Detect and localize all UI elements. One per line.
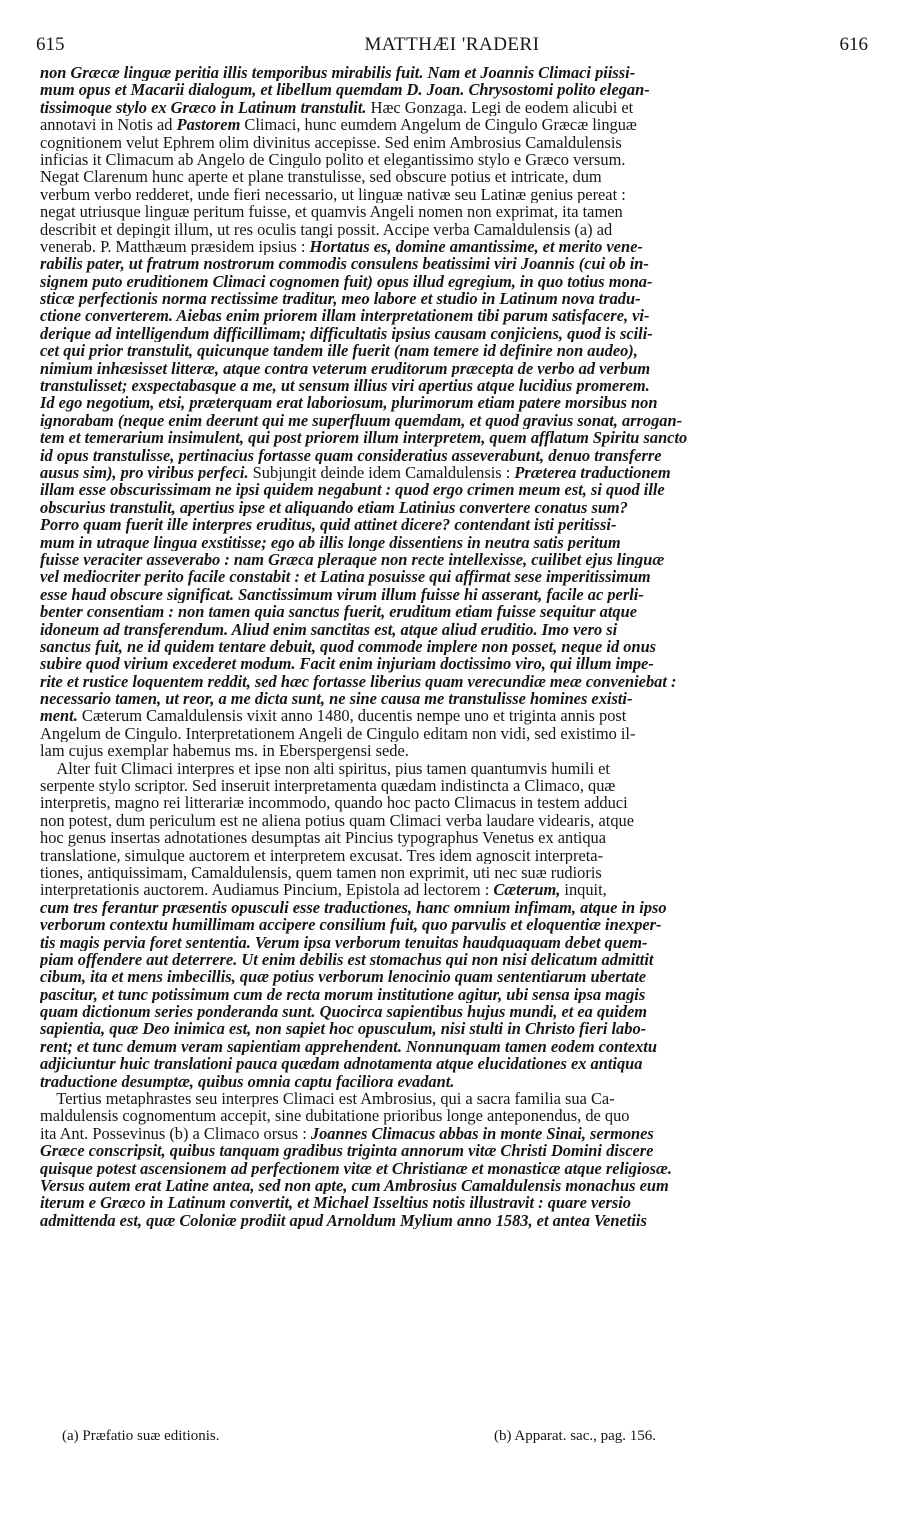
text-run: non potest, dum periculum est ne aliena potius quam Climaci verba laudare videaris, atque bbox=[40, 811, 634, 830]
text-line bbox=[40, 1020, 868, 1037]
footnote-a: (a) Præfatio suæ editionis. bbox=[62, 1428, 220, 1444]
text-run: subire quod virium excederet modum. Facit enim injuriam doctissimo viro, qui illum impe- bbox=[40, 655, 654, 673]
text-line bbox=[40, 499, 868, 516]
text-run: necessario tamen, ut reor, a me dicta sunt, ne sine causa me transtulisse homines existi- bbox=[40, 690, 633, 708]
text-line bbox=[40, 603, 868, 620]
text-run: transtulisset; exspectabasque a me, ut sensum illius viri apertius atque lucidius promerem. bbox=[40, 377, 650, 395]
text-line bbox=[40, 1160, 868, 1177]
text-run: traductione desumptæ, quibus omnia captu faciliora evadant. bbox=[40, 1072, 455, 1091]
text-line bbox=[40, 290, 868, 307]
text-line bbox=[40, 881, 868, 898]
text-line bbox=[40, 829, 868, 846]
text-line bbox=[40, 951, 868, 968]
text-run: tem et temerarium insimulent, qui post priorem illum interpretem, quem afflatum Spiritu sancto bbox=[40, 429, 688, 447]
text-line bbox=[40, 516, 868, 533]
text-line bbox=[40, 255, 868, 272]
text-run: vel mediocriter perito facile constabit : et Latina posuisse qui affirmat sese imperitissimum bbox=[40, 568, 651, 586]
text-run: Alter fuit Climaci interpres et ipse non alti spiritus, pius tamen quantumvis humili et bbox=[40, 759, 610, 778]
text-run: iterum e Græco in Latinum convertit, et Michael Isseltius notis illustravit : quare versio bbox=[40, 1194, 632, 1212]
text-run: pascitur, et tunc potissimum cum de recta morum institutione agitur, ubi sensa ipsa magis bbox=[40, 985, 646, 1004]
text-run: id opus transtulisse, pertinacius fortasse quam consideratius asseverabunt, denuo transferre bbox=[40, 446, 662, 464]
text-line bbox=[40, 534, 868, 551]
text-run: Porro quam fuerit ille interpres eruditus, quid attinet dicere? contendant isti peritissi- bbox=[40, 516, 617, 534]
text-line bbox=[40, 447, 868, 464]
text-line bbox=[40, 1125, 868, 1142]
text-run: fuisse veraciter asseverabo : nam Græca pleraque non recte intellexisse, cuilibet ejus linguæ bbox=[40, 550, 665, 569]
text-run: cet qui prior transtulit, quicunque tandem ille fuerit (nam temere id definire non audeo), bbox=[40, 342, 638, 360]
text-line bbox=[40, 377, 868, 394]
text-line bbox=[40, 64, 868, 81]
text-run: interpretis, magno rei litterariæ incommodo, quando hoc pacto Climacus in testem adduci bbox=[40, 794, 628, 812]
text-line bbox=[40, 777, 868, 794]
text-line bbox=[40, 221, 868, 238]
text-run: ignorabam (neque enim deerunt qui me superfluum quemdam, et quod gravius sonat, arrogan- bbox=[40, 411, 683, 430]
text-line bbox=[40, 325, 868, 342]
text-run: describit et depingit illum, ut res oculis tangi possit. Accipe verba Camaldulensis (a) ad bbox=[40, 220, 613, 238]
text-run: Climaci, hunc eumdem Angelum de Cingulo Græcæ linguæ bbox=[244, 116, 637, 134]
text-line bbox=[40, 916, 868, 933]
text-line bbox=[40, 1073, 868, 1090]
text-run: verbum verbo redderet, unde fieri necessario, ut linguæ nativæ seu Latinæ genius pereat : bbox=[40, 185, 626, 204]
text-run: nimium inhæsisset litteræ, atque contra veterum eruditorum præcepta de verbo ad verbum bbox=[40, 359, 651, 378]
text-line bbox=[40, 968, 868, 985]
text-run: Hæc Gonzaga. Legi de eodem alicubi et bbox=[370, 98, 634, 117]
text-run: Tertius metaphrastes seu interpres Climaci est Ambrosius, qui a sacra familia sua Ca- bbox=[40, 1090, 615, 1108]
text-line bbox=[40, 116, 868, 133]
text-line bbox=[40, 655, 868, 672]
text-line bbox=[40, 568, 868, 585]
text-run: verborum contextu humillimam accipere consilium fuit, quo parvulis et eloquentiæ inexper- bbox=[40, 916, 662, 934]
text-line bbox=[40, 360, 868, 377]
text-line bbox=[40, 273, 868, 290]
page-number-right: 616 bbox=[839, 34, 868, 55]
text-run: idoneum ad transferendum. Aliud enim sanctitas est, atque aliud eruditio. Imo vero si bbox=[40, 620, 618, 638]
text-line bbox=[40, 134, 868, 151]
footnote-b: (b) Apparat. sac., pag. 156. bbox=[494, 1428, 657, 1444]
text-run: rabilis pater, ut fratrum nostrorum commodis consulens beatissimi viri Joannis (cui ob in- bbox=[40, 255, 649, 273]
text-line bbox=[40, 464, 868, 481]
text-line bbox=[40, 1194, 868, 1211]
text-line bbox=[40, 899, 868, 916]
text-run: sanctus fuit, ne id quidem tentare debuit, quod commode implere non posset, neque id onus bbox=[40, 637, 657, 656]
text-line bbox=[40, 186, 868, 203]
text-line bbox=[40, 1038, 868, 1055]
text-run: mum opus et Macarii dialogum, et libellum quemdam D. Joan. Chrysostomi polito elegan- bbox=[40, 81, 650, 99]
text-line bbox=[40, 342, 868, 359]
text-run: non Græcæ linguæ peritia illis temporibus mirabilis fuit. Nam et Joannis Climaci piissi- bbox=[40, 64, 636, 82]
text-run: annotavi in Notis ad bbox=[40, 116, 177, 134]
text-run: Angelum de Cingulo. Interpretationem Angeli de Cingulo editam non vidi, sed existimo il- bbox=[40, 724, 636, 743]
text-line bbox=[40, 621, 868, 638]
text-run: signem puto eruditionem Climaci cognomen fuit) opus illud egregium, in quo totius mona- bbox=[40, 272, 653, 291]
text-run: rent; et tunc demum veram sapientiam apprehendent. Nonnunquam tamen eodem contextu bbox=[40, 1037, 657, 1056]
text-run: hoc genus insertas adnotationes desumptas ait Pincius typographus Venetus ex antiqua bbox=[40, 829, 606, 847]
running-header bbox=[36, 22, 868, 56]
text-line bbox=[40, 707, 868, 724]
text-run: interpretationis auctorem. Audiamus Pincium, Epistola ad lectorem : bbox=[40, 881, 494, 899]
running-title: MATTHÆI 'RADERI bbox=[364, 34, 540, 55]
text-run: Græce conscripsit, quibus tanquam gradibus triginta annorum vitæ Christi Domini discere bbox=[40, 1142, 654, 1160]
text-line bbox=[40, 1003, 868, 1020]
text-line bbox=[40, 690, 868, 707]
text-line bbox=[40, 307, 868, 324]
text-run: translatione, simulque auctorem et interpretem excusat. Tres idem agnoscit interpreta- bbox=[40, 846, 604, 864]
text-line bbox=[40, 394, 868, 411]
text-run: tissimoque stylo ex Græco in Latinum transtulit. bbox=[40, 98, 371, 117]
text-run: adjiciuntur huic translationi pauca quædam adnotamenta atque elucidationes ex antiqua bbox=[40, 1055, 643, 1073]
text-line bbox=[40, 151, 868, 168]
text-run: Cæterum, bbox=[493, 881, 565, 899]
text-run: Negat Clarenum hunc aperte et plane transtulisse, sed obscure potius et intricate, dum bbox=[40, 168, 602, 186]
text-run: Id ego negotium, etsi, præterquam erat laboriosum, plurimorum etiam patere morsibus non bbox=[40, 394, 658, 412]
text-run: Hortatus es, domine amantissime, et merito vene- bbox=[309, 237, 643, 256]
text-run: venerab. P. Matthæum præsidem ipsius : bbox=[40, 237, 310, 256]
text-run: ment. bbox=[40, 707, 82, 725]
footnotes bbox=[62, 1428, 866, 1448]
text-line bbox=[40, 986, 868, 1003]
text-line bbox=[40, 864, 868, 881]
text-line bbox=[40, 238, 868, 255]
text-line bbox=[40, 551, 868, 568]
text-run: negat utriusque linguæ peritum fuisse, et quamvis Angeli nomen non exprimat, ita tamen bbox=[40, 203, 623, 221]
page-number-left: 615 bbox=[36, 34, 65, 55]
text-run: ctione converterem. Aiebas enim priorem illam interpretationem tibi parum satisfacere, vi- bbox=[40, 307, 650, 325]
text-line bbox=[40, 760, 868, 777]
text-run: derique ad intelligendum difficillimam; difficultatis ipsius causam conjiciens, quod is scili- bbox=[40, 324, 653, 343]
text-run: Præterea traductionem bbox=[514, 463, 671, 482]
text-line bbox=[40, 794, 868, 811]
body-text bbox=[40, 64, 868, 1229]
text-run: cibum, ita et mens imbecillis, quæ potius verborum lenocinio quam sententiarum ubertate bbox=[40, 968, 647, 986]
text-run: obscurius transtulit, apertius ipse et aliquando etiam Latinius convertere conatus sum? bbox=[40, 498, 628, 517]
text-run: rite et rustice loquentem reddit, sed hæc fortasse liberius quam verecundiæ meæ conveniebat : bbox=[40, 672, 677, 691]
text-run: maldulensis cognomentum accepit, sine dubitatione prioribus longe anteponendus, de quo bbox=[40, 1107, 630, 1125]
text-run: inquit, bbox=[564, 881, 607, 899]
text-line bbox=[40, 1177, 868, 1194]
text-run: Cæterum Camaldulensis vixit anno 1480, ducentis nempe uno et triginta annis post bbox=[81, 707, 627, 725]
text-line bbox=[40, 81, 868, 98]
text-line bbox=[40, 168, 868, 185]
text-line bbox=[40, 481, 868, 498]
text-line bbox=[40, 673, 868, 690]
text-line bbox=[40, 742, 868, 759]
text-run: esse haud obscure significat. Sanctissimum virum illum fuisse hi asserant, facile ac perli- bbox=[40, 585, 644, 604]
text-run: tiones, antiquissimam, Camaldulensis, quem tamen non exprimit, uti nec suæ rudioris bbox=[40, 863, 602, 882]
text-line bbox=[40, 1107, 868, 1124]
text-line bbox=[40, 586, 868, 603]
text-run: quam dictionum series ponderanda sunt. Quocirca sapientibus hujus mundi, et ea quidem bbox=[40, 1003, 648, 1021]
text-line bbox=[40, 1212, 868, 1229]
text-line bbox=[40, 99, 868, 116]
text-line bbox=[40, 725, 868, 742]
text-line bbox=[40, 412, 868, 429]
text-run: ita Ant. Possevinus (b) a Climaco orsus : bbox=[40, 1124, 311, 1143]
text-run: piam offendere aut deterrere. Ut enim debilis est stomachus qui non nisi delicatum admittit bbox=[40, 950, 654, 969]
text-line bbox=[40, 934, 868, 951]
text-run: cognitionem velut Ephrem olim divinitus accepisse. Sed enim Ambrosius Camaldulensis bbox=[40, 133, 622, 151]
text-line bbox=[40, 638, 868, 655]
text-line bbox=[40, 1055, 868, 1072]
text-run: mum in utraque lingua exstitisse; ego ab illis longe dissentiens in neutra satis peritum bbox=[40, 533, 621, 551]
text-line bbox=[40, 203, 868, 220]
text-run: sticæ perfectionis norma rectissime traditur, meo labore et studio in Latinum nova tradu- bbox=[40, 290, 641, 308]
text-line bbox=[40, 429, 868, 446]
text-run: Pastorem bbox=[176, 116, 245, 134]
text-run: lam cujus exemplar habemus ms. in Eberspergensi sede. bbox=[40, 742, 409, 760]
text-run: Subjungit deinde idem Camaldulensis : bbox=[252, 463, 515, 482]
text-run: inficias it Climacum ab Angelo de Cingulo polito et elegantissimo stylo e Græco versum. bbox=[40, 150, 626, 169]
text-line bbox=[40, 847, 868, 864]
text-run: illam esse obscurissimam ne ipsi quidem negabunt : quod ergo crimen meum est, si quod ille bbox=[40, 481, 665, 499]
text-line bbox=[40, 1090, 868, 1107]
text-run: Joannes Climacus abbas in monte Sinai, sermones bbox=[310, 1124, 654, 1143]
text-run: quisque potest ascensionem ad perfectionem vitæ et Christianæ et monasticæ atque religiosæ. bbox=[40, 1159, 672, 1177]
text-line bbox=[40, 812, 868, 829]
text-run: admittenda est, quæ Coloniæ prodiit apud Arnoldum Mylium anno 1583, et antea Venetiis bbox=[40, 1211, 647, 1230]
text-run: benter consentiam : non tamen quia sanctus fuerit, eruditum etiam fuisse sequitur atque bbox=[40, 603, 637, 621]
text-run: Versus autem erat Latine antea, sed non apte, cum Ambrosius Camaldulensis monachus eum bbox=[40, 1177, 669, 1195]
text-run: ausus sim), pro viribus perfeci. bbox=[40, 463, 253, 482]
text-run: tis magis pervia foret sententia. Verum ipsa verborum tenuitas haudquaquam debet quem- bbox=[40, 933, 648, 951]
text-run: cum tres ferantur præsentis opusculi esse traductiones, hanc omnium infimam, atque in ipso bbox=[40, 898, 667, 917]
text-line bbox=[40, 1142, 868, 1159]
text-run: sapientia, quæ Deo inimica est, non sapiet hoc opusculum, nisi stulti in Christo fieri labo- bbox=[40, 1020, 647, 1038]
text-run: serpente stylo scriptor. Sed inseruit interpretamenta quædam indistincta a Climaco, quæ bbox=[40, 777, 616, 795]
